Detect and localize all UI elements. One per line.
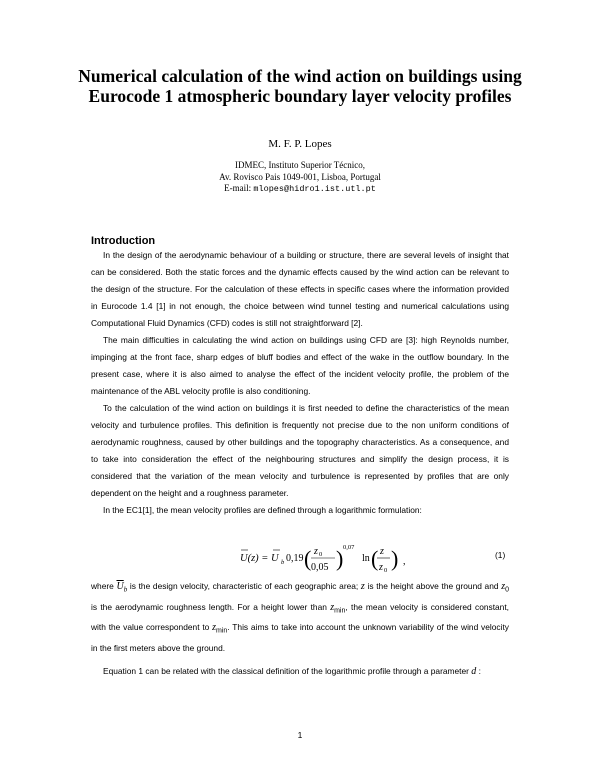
paragraph-1: In the design of the aerodynamic behaviour of a building or structure, there are several levels of insight that can be considered. Both the static forces and the dynamic effects caused by the wind action can be relevant to the design of the structure. For the calculation of these effects in specific cases where the information provided in Eurocode 1.4 [1] in not enough, the choice between wind tunnel testing and numerical calculations using Computational Fluid Dynamics (CFD) codes is still not straightforward [2].	[91, 250, 509, 328]
symbol-ub: $\overline{U}$	[116, 581, 124, 592]
symbol-zmin-2: z	[212, 622, 217, 634]
symbol-z0: z	[501, 581, 506, 592]
text-height: is the height above the ground and	[367, 581, 499, 591]
equation-1	[240, 540, 410, 580]
symbol-zmin-sub: min	[334, 607, 346, 615]
symbol-zmin-2-sub: min	[216, 628, 228, 636]
eq-paren2-close: )	[391, 546, 399, 571]
paragraph-4: In the EC1[1], the mean velocity profiles are defined through a logarithmic formulation:	[103, 505, 422, 515]
eq-comma: ,	[403, 556, 406, 567]
eq-paren2-open: (	[371, 546, 379, 571]
email-label: E-mail:	[224, 183, 252, 193]
text-roughness: is the aerodynamic roughness length. For a height lower than	[91, 601, 327, 612]
eq-coef: 0,19	[286, 553, 304, 564]
eq-frac2-den-sub: 0	[384, 567, 388, 574]
symbol-ub-sub: b	[123, 585, 128, 594]
title-line-2: Eurocode 1 atmospheric boundary layer velocity profiles	[88, 86, 512, 106]
email-address[interactable]: mlopes@hidro1.ist.utl.pt	[253, 184, 376, 194]
text-where: where	[91, 581, 114, 591]
text-design-velocity: is the design velocity, characteristic of each geographic area;	[129, 581, 359, 591]
affiliation-line-2: Av. Rovisco Pais 1049-001, Lisboa, Portugal	[219, 171, 381, 182]
eq-frac2-den: z	[379, 562, 383, 573]
eq-frac-num: z	[314, 546, 318, 557]
author-name: M. F. P. Lopes	[268, 138, 332, 150]
symbol-z: z	[360, 581, 365, 592]
affiliation-email-line	[0, 183, 600, 196]
paragraph-3: To the calculation of the wind action on buildings it is first needed to define the characteristics of the mean velocity and turbulence profiles. This definition is frequently not precise due to the non uniform conditions of aerodynamic roughness, caused by other buildings and the topography characteristics. As a consequence, and to take into consideration the effect of the neighbouring structures and simplify the design process, it is considered that the variation of the mean velocity and turbulence is represented by profiles that are only dependent on the height and a roughness parameter.	[91, 403, 509, 498]
eq-exponent: 0,07	[343, 544, 355, 551]
eq-paren-close: )	[336, 546, 344, 571]
eq-sub-b: b	[281, 559, 285, 566]
text-constant: , the mean velocity is considered constant, with the value correspondent to	[91, 601, 509, 633]
affiliation	[0, 160, 600, 196]
body-text	[91, 247, 509, 519]
eq-frac2-num: z	[380, 546, 384, 557]
page-number: 1	[297, 730, 303, 740]
text-variability: . This aims to take into account the unknown variability of the wind velocity in the first meters above the ground.	[91, 622, 509, 654]
explanation-paragraph	[91, 578, 509, 657]
final-paragraph	[91, 663, 509, 680]
eq-paren-open: (	[304, 546, 312, 571]
equation-number: (1)	[495, 550, 506, 560]
equation-explanation	[91, 578, 509, 657]
paragraph-2: The main difficulties in calculating the wind action on buildings using CFD are [3]: high Reynolds number, impinging at the front face, sharp edges of bluff bodies and effect of the wake in the outflow boundary. In the present case, where it is also aimed to analyse the effect of the incident velocity profile, the problem of the maintenance of the ABL velocity profile is also conditioning.	[91, 335, 509, 396]
affiliation-line-1: IDMEC, Instituto Superior Técnico,	[234, 160, 366, 170]
final-paragraph-text	[91, 663, 509, 680]
eq-frac-den: 0,05	[311, 562, 329, 573]
text-equation-relation: Equation 1 can be related with the classical definition of the logarithmic profile through a parameter	[103, 666, 469, 676]
eq-frac-num-sub: 0	[319, 551, 323, 558]
eq-lhs: U(z) = U	[240, 553, 279, 564]
symbol-d: d	[471, 666, 477, 677]
text-colon: :	[478, 666, 481, 676]
eq-ln: ln	[362, 553, 370, 564]
symbol-z0-sub: 0	[505, 586, 510, 594]
paper-title	[60, 66, 540, 106]
symbol-zmin: z	[330, 601, 335, 613]
section-heading: Introduction	[91, 235, 156, 247]
title-line-1: Numerical calculation of the wind action on buildings using	[78, 66, 522, 86]
